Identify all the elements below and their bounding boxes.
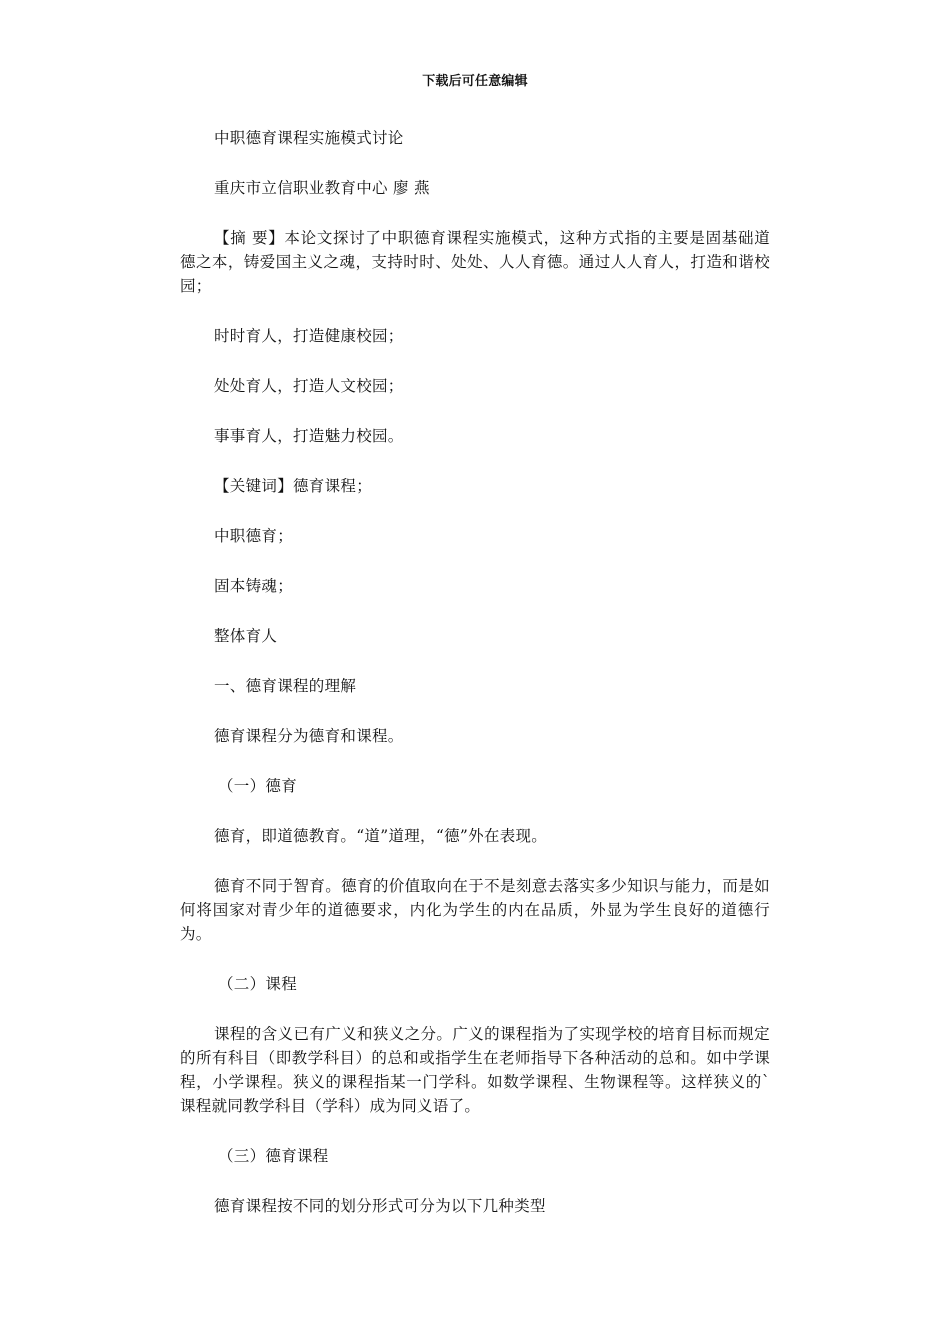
- subsection-3-heading: （三）德育课程: [218, 1147, 329, 1165]
- keywords-line-1: 【关键词】德育课程；: [214, 477, 373, 495]
- page-header: 下载后可任意编辑: [422, 74, 528, 89]
- subsection-2-paragraph-1: 课程的含义已有广义和狭义之分。广义的课程指为了实现学校的培育目标而规定的所有科目（即教学科目）的总和或指学生在老师指导下各种活动的总和。如中学课程，小学课程。狭义的课程指某一门学科。如数学课程、生物课程等。这样狭义的`课程就同教学科目（学科）成为同义语了。: [180, 1025, 770, 1115]
- subsection-1-paragraph-2: 德育不同于智育。德育的价值取向在于不是刻意去落实多少知识与能力，而是如何将国家对青少年的道德要求，内化为学生的内在品质，外显为学生良好的道德行为。: [180, 877, 770, 943]
- document-author: 重庆市立信职业教育中心 廖 燕: [214, 179, 430, 197]
- abstract-paragraph: 【摘 要】本论文探讨了中职德育课程实施模式，这种方式指的主要是固基础道德之本，铸爱国主义之魂，支持时时、处处、人人育德。通过人人育人，打造和谐校园；: [180, 229, 770, 295]
- keywords-line-2: 中职德育；: [214, 527, 294, 545]
- abstract-line-2: 处处育人，打造人文校园；: [214, 377, 404, 395]
- abstract-line-3: 事事育人，打造魅力校园。: [214, 427, 404, 445]
- section-1-heading: 一、德育课程的理解: [214, 677, 357, 695]
- keywords-line-4: 整体育人: [214, 627, 278, 645]
- subsection-1-heading: （一）德育: [218, 777, 298, 795]
- section-1-intro: 德育课程分为德育和课程。: [214, 727, 404, 745]
- subsection-3-paragraph-1: 德育课程按不同的划分形式可分为以下几种类型: [214, 1197, 546, 1215]
- abstract-line-1: 时时育人，打造健康校园；: [214, 327, 404, 345]
- keywords-line-3: 固本铸魂；: [214, 577, 294, 595]
- document-title: 中职德育课程实施模式讨论: [214, 129, 404, 147]
- subsection-2-heading: （二）课程: [218, 975, 298, 993]
- document-body: [180, 126, 770, 1244]
- subsection-1-paragraph-1: 德育，即道德教育。“道”道理，“德”外在表现。: [214, 827, 548, 845]
